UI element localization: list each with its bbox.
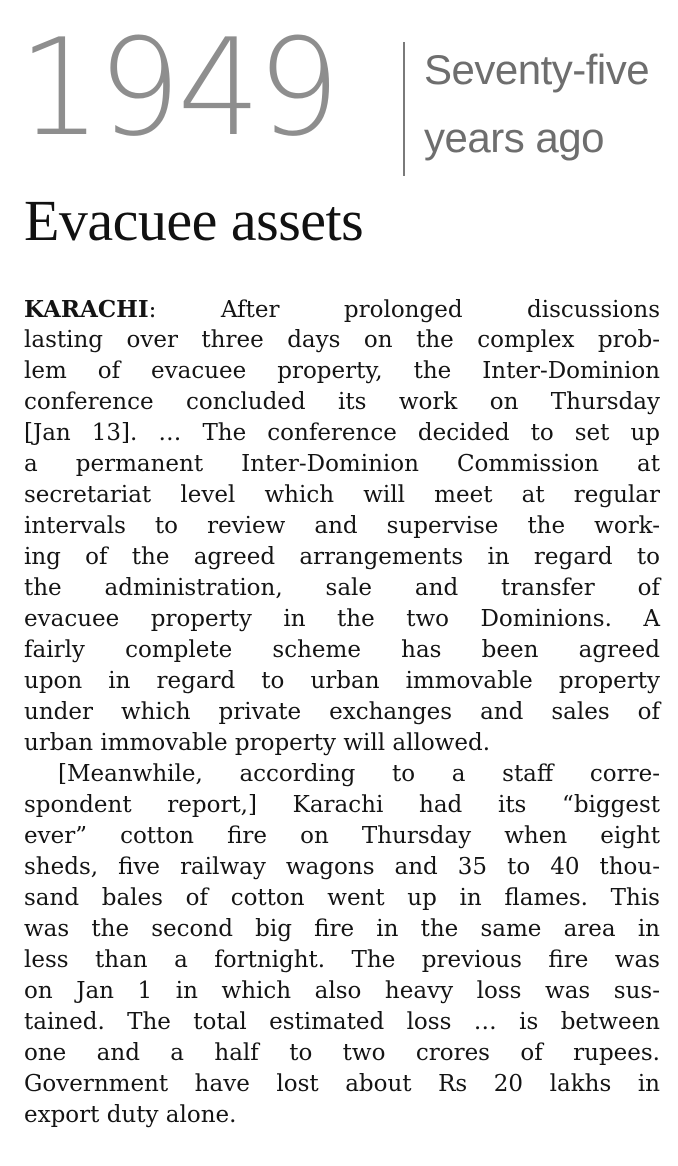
body-line: [Meanwhile, according to a staff corre- [58,761,660,787]
body-line: upon in regard to urban immovable property [24,668,660,694]
vertical-divider [403,42,405,176]
tagline-line-2: years ago [424,114,604,161]
body-line: spondent report,] Karachi had its “biggest [24,792,660,818]
body-line: tained. The total estimated loss … is between [24,1009,660,1035]
body-line: the administration, sale and transfer of [24,575,660,601]
year-numeral: 1949 [18,10,337,166]
body-line: : After prolonged discussions [148,297,660,323]
body-line: ever” cotton fire on Thursday when eight [24,823,660,849]
body-line: was the second big fire in the same area in [24,916,660,942]
article-body [24,294,660,1131]
body-line: fairly complete scheme has been agreed [24,637,660,663]
first-line [24,294,660,325]
body-line: under which private exchanges and sales of [24,699,660,725]
body-line: [Jan 13]. … The conference decided to set up [24,420,660,446]
body-line: export duty alone. [24,1102,237,1128]
body-line: one and a half to two crores of rupees. [24,1040,660,1066]
body-line: intervals to review and supervise the work- [24,513,660,539]
body-line: a permanent Inter-Dominion Commission at [24,451,660,477]
dateline: KARACHI [24,296,149,323]
body-line: less than a fortnight. The previous fire was [24,947,660,973]
body-line: ing of the agreed arrangements in regard to [24,544,660,570]
body-line: lasting over three days on the complex prob- [24,327,660,353]
tagline-line-1: Seventy-five [424,46,650,93]
body-line: lem of evacuee property, the Inter-Dominion [24,358,660,384]
article-headline: Evacuee assets [24,188,364,253]
body-line: on Jan 1 in which also heavy loss was sus- [24,978,660,1004]
body-line: secretariat level which will meet at regular [24,482,660,508]
masthead [18,10,668,166]
body-line: evacuee property in the two Dominions. A [24,606,660,632]
body-line: conference concluded its work on Thursday [24,389,660,415]
body-line: Government have lost about Rs 20 lakhs in [24,1071,660,1097]
body-line: urban immovable property will allowed. [24,730,491,756]
tagline [424,36,649,172]
paragraph-1 [24,294,660,759]
body-line: sand bales of cotton went up in flames. This [24,885,660,911]
paragraph-2 [24,759,660,1131]
body-line: sheds, five railway wagons and 35 to 40 thou- [24,854,660,880]
